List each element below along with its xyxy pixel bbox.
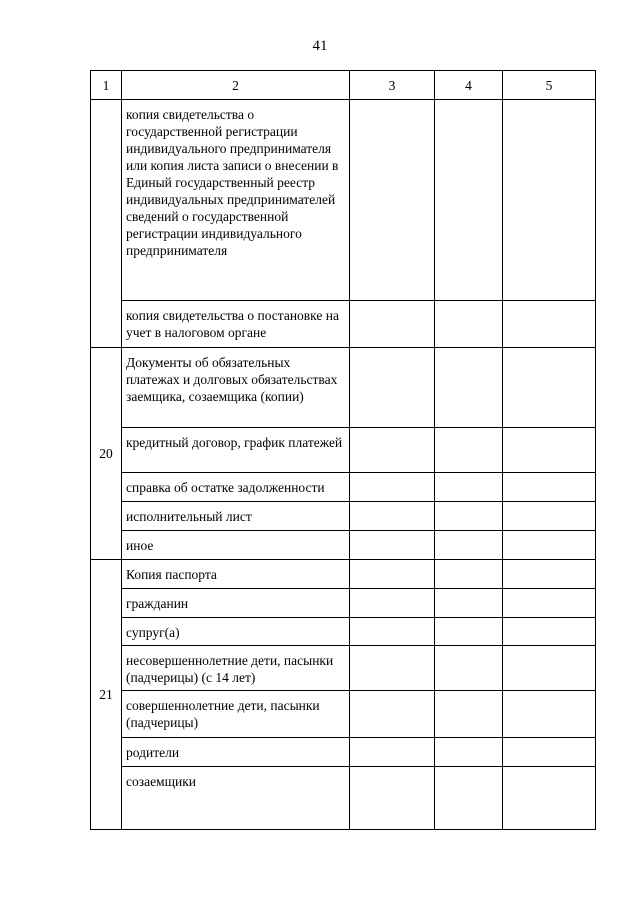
empty-cell [503,348,596,428]
empty-cell [435,473,503,502]
empty-cell [503,428,596,473]
empty-cell [503,691,596,738]
header-cell: 2 [122,71,350,100]
document-name-cell: супруг(а) [122,618,350,646]
document-name-cell: копия свидетельства о государственной регистрации индивидуального предпринимателя или копия листа записи о внесении в Единый государственный реестр индивидуальных предпринимателей сведений о государственной регистрации индивидуального предпринимателя [122,100,350,301]
empty-cell [435,428,503,473]
row-number-cell: 21 [91,560,122,830]
table-row [91,502,596,531]
document-name-cell: созаемщики [122,767,350,830]
empty-cell [435,691,503,738]
empty-cell [503,767,596,830]
page-number: 41 [312,38,328,54]
table-row [91,473,596,502]
empty-cell [503,301,596,348]
empty-cell [435,767,503,830]
table-row [91,646,596,691]
empty-cell [435,738,503,767]
empty-cell [503,560,596,589]
empty-cell [350,618,435,646]
table-row [91,428,596,473]
document-name-cell: копия свидетельства о постановке на учет в налоговом органе [122,301,350,348]
table-row [91,589,596,618]
empty-cell [350,348,435,428]
empty-cell [503,502,596,531]
empty-cell [350,473,435,502]
empty-cell [350,531,435,560]
document-name-cell: Документы об обязательных платежах и долговых обязательствах заемщика, созаемщика (копии) [122,348,350,428]
empty-cell [350,589,435,618]
empty-cell [503,589,596,618]
header-cell: 4 [435,71,503,100]
empty-cell [435,618,503,646]
document-name-cell: исполнительный лист [122,502,350,531]
document-name-cell: иное [122,531,350,560]
header-cell: 5 [503,71,596,100]
empty-cell [435,502,503,531]
document-name-cell: несовершеннолетние дети, пасынки (падчерицы) (с 14 лет) [122,646,350,691]
row-number-cell [91,100,122,348]
table-header-row [91,71,596,100]
header-cell: 1 [91,71,122,100]
table-row [91,738,596,767]
header-cell: 3 [350,71,435,100]
empty-cell [503,473,596,502]
table-row [91,560,596,589]
table-row [91,531,596,560]
empty-cell [350,428,435,473]
documents-table [90,70,596,830]
document-name-cell: Копия паспорта [122,560,350,589]
empty-cell [350,738,435,767]
empty-cell [503,531,596,560]
empty-cell [503,738,596,767]
document-name-cell: справка об остатке задолженности [122,473,350,502]
empty-cell [350,646,435,691]
empty-cell [503,646,596,691]
empty-cell [350,560,435,589]
document-name-cell: кредитный договор, график платежей [122,428,350,473]
document-name-cell: родители [122,738,350,767]
empty-cell [435,348,503,428]
table-row [91,301,596,348]
table-row [91,691,596,738]
table-row [91,618,596,646]
empty-cell [350,100,435,301]
table-row [91,348,596,428]
empty-cell [435,560,503,589]
empty-cell [435,531,503,560]
empty-cell [435,301,503,348]
empty-cell [350,502,435,531]
empty-cell [503,618,596,646]
row-number-cell: 20 [91,348,122,560]
empty-cell [435,646,503,691]
document-name-cell: гражданин [122,589,350,618]
empty-cell [350,691,435,738]
document-name-cell: совершеннолетние дети, пасынки (падчерицы) [122,691,350,738]
empty-cell [350,301,435,348]
empty-cell [435,100,503,301]
empty-cell [503,100,596,301]
table-row [91,767,596,830]
empty-cell [435,589,503,618]
empty-cell [350,767,435,830]
table-row [91,100,596,301]
